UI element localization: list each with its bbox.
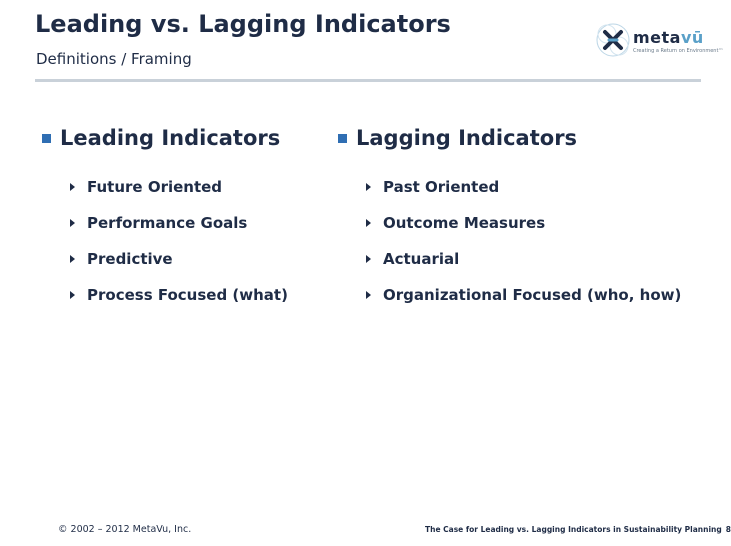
arrow-bullet-icon [70,255,75,263]
arrow-bullet-icon [366,255,371,263]
list-item: Actuarial [366,241,668,277]
footer-doc-info [425,525,731,534]
arrow-bullet-icon [366,183,371,191]
arrow-bullet-icon [366,219,371,227]
list-item: Organizational Focused (who, how) [366,277,668,313]
lagging-items-list [338,169,682,313]
list-item: Outcome Measures [366,205,668,241]
square-bullet-icon [42,134,51,143]
logo-wordmark: metavū [633,28,704,47]
leading-items-list [42,169,372,313]
metavu-logo [595,18,724,62]
list-item: Predictive [70,241,372,277]
page-number: 8 [725,525,731,534]
leading-indicators-column [42,123,372,313]
title-divider [35,79,701,82]
footer-copyright: © 2002 – 2012 MetaVu, Inc. [58,524,192,535]
slide-title: Leading vs. Lagging Indicators [35,10,451,38]
arrow-bullet-icon [70,219,75,227]
list-item: Past Oriented [366,169,668,205]
lagging-heading-label: Lagging Indicators [356,126,578,150]
list-item: Performance Goals [70,205,372,241]
arrow-bullet-icon [366,291,371,299]
leading-heading [42,123,372,153]
list-item: Process Focused (what) [70,277,372,313]
arrow-bullet-icon [70,183,75,191]
footer-doc-title: The Case for Leading vs. Lagging Indicators in Sustainability Planning [425,525,722,534]
lagging-indicators-column [338,123,682,313]
logo-tagline: Creating a Return on Environment™ [633,48,724,54]
slide-subtitle: Definitions / Framing [36,50,192,68]
arrow-bullet-icon [70,291,75,299]
leading-heading-label: Leading Indicators [60,126,281,150]
logo-mark-icon [595,22,631,58]
list-item: Future Oriented [70,169,372,205]
square-bullet-icon [338,134,347,143]
lagging-heading [338,123,668,153]
